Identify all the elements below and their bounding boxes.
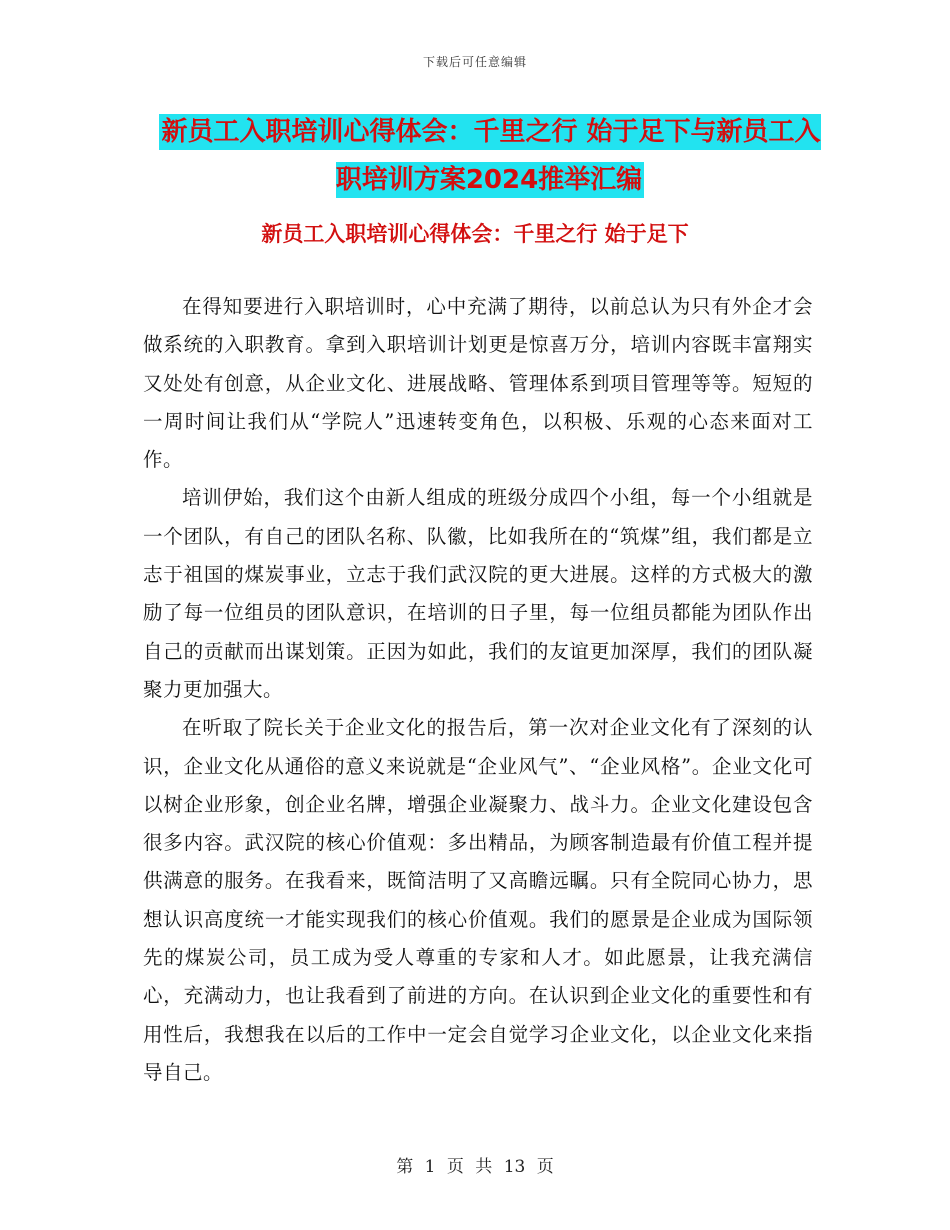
document-title-text: 新员工入职培训心得体会：千里之行 始于足下与新员工入职培训方案2024推举汇编	[159, 114, 820, 198]
section-title: 新员工入职培训心得体会：千里之行 始于足下	[261, 222, 689, 246]
document-body	[143, 288, 813, 1092]
body-paragraph: 在听取了院长关于企业文化的报告后，第一次对企业文化有了深刻的认识，企业文化从通俗的意义来说就是“企业风气”、“企业风格”。企业文化可以树企业形象，创企业名牌，增强企业凝聚力、战斗力。企业文化建设包含很多内容。武汉院的核心价值观：多出精品，为顾客制造最有价值工程并提供满意的服务。在我看来，既简洁明了又高瞻远瞩。只有全院同心协力，思想认识高度统一才能实现我们的核心价值观。我们的愿景是企业成为国际领先的煤炭公司，员工成为受人尊重的专家和人才。如此愿景，让我充满信心，充满动力，也让我看到了前进的方向。在认识到企业文化的重要性和有用性后，我想我在以后的工作中一定会自觉学习企业文化，以企业文化来指导自己。	[143, 716, 813, 1084]
page-header-note: 下载后可任意编辑	[422, 55, 527, 69]
page-number: 第 1 页 共 13 页	[396, 1157, 554, 1177]
body-paragraph: 在得知要进行入职培训时，心中充满了期待，以前总认为只有外企才会做系统的入职教育。拿到入职培训计划更是惊喜万分，培训内容既丰富翔实又处处有创意，从企业文化、进展战略、管理体系到项目管理等等。短短的一周时间让我们从“学院人”迅速转变角色，以积极、乐观的心态来面对工作。	[143, 295, 813, 472]
document-title	[150, 108, 830, 204]
body-paragraph: 培训伊始，我们这个由新人组成的班级分成四个小组，每一个小组就是一个团队，有自己的团队名称、队徽，比如我所在的“筑煤”组，我们都是立志于祖国的煤炭事业，立志于我们武汉院的更大进展。这样的方式极大的激励了每一位组员的团队意识，在培训的日子里，每一位组员都能为团队作出自己的贡献而出谋划策。正因为如此，我们的友谊更加深厚，我们的团队凝聚力更加强大。	[143, 486, 813, 701]
